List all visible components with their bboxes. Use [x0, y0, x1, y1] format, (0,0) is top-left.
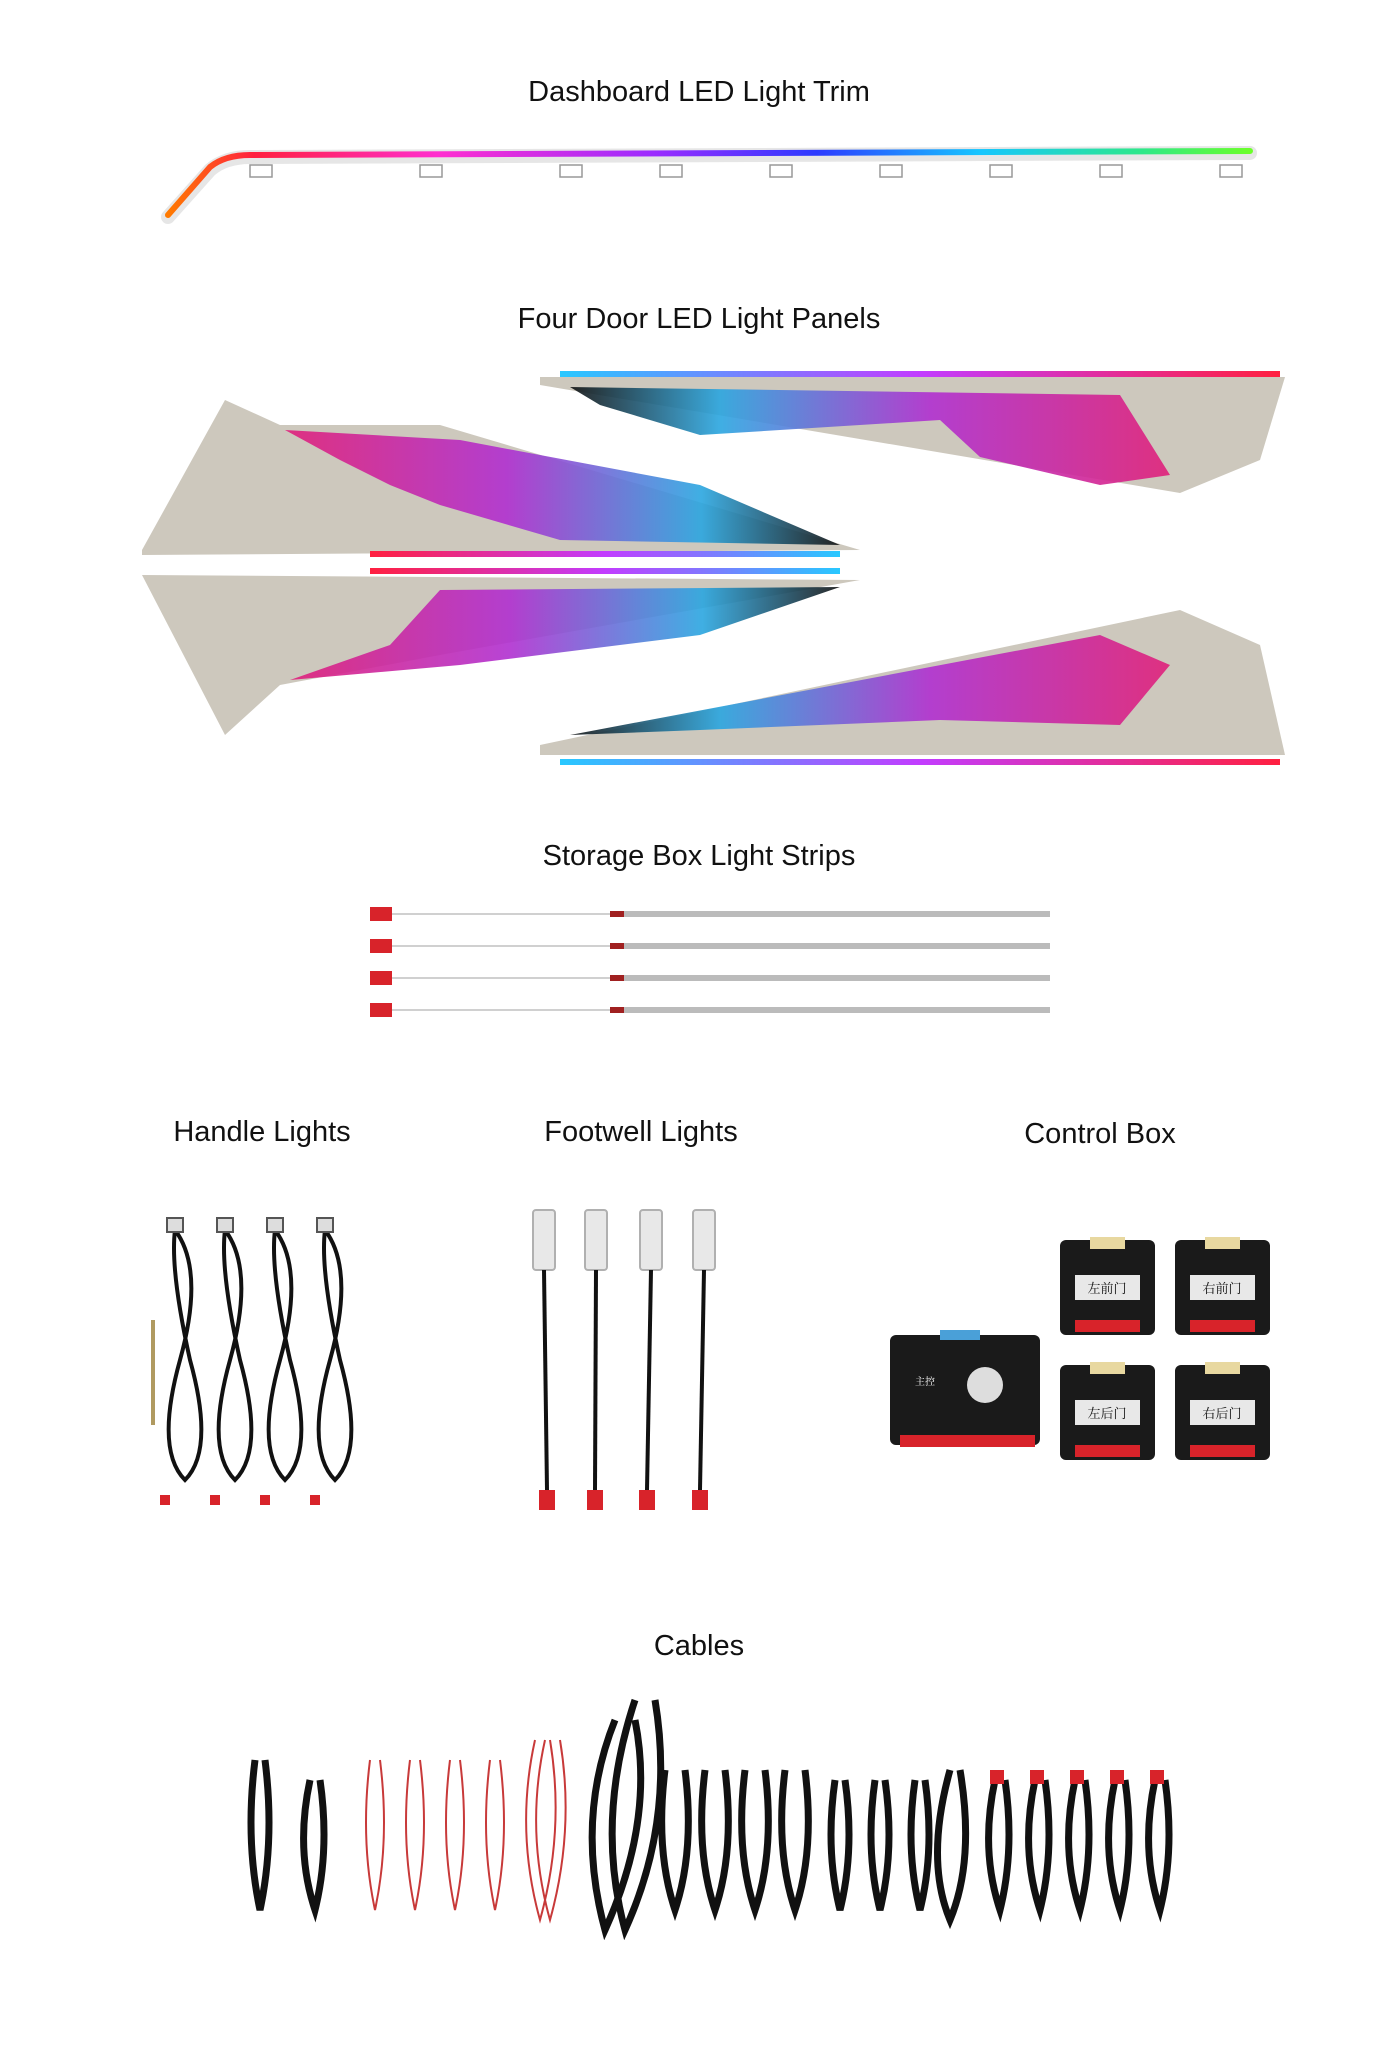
cables-image: [235, 1660, 1195, 1940]
module-label-front-right: 右前门: [1202, 1282, 1242, 1297]
storage-strips-image: [370, 905, 1060, 1035]
cables-title: Cables: [653, 1630, 745, 1662]
storage-strips-title: Storage Box Light Strips: [542, 840, 856, 872]
handle-lights-title: Handle Lights: [173, 1116, 351, 1148]
door-panels-title: Four Door LED Light Panels: [517, 303, 881, 335]
module-label-front-left: 左前门: [1087, 1282, 1127, 1297]
dashboard-trim-image: [150, 135, 1270, 230]
main-unit-label: 主控: [915, 1377, 935, 1388]
footwell-lights-image: [525, 1205, 725, 1515]
footwell-lights-title: Footwell Lights: [544, 1116, 738, 1148]
dashboard-trim-title: Dashboard LED Light Trim: [528, 76, 870, 108]
module-label-rear-left: 左后门: [1087, 1407, 1127, 1422]
door-panels-image: [140, 365, 1290, 765]
module-label-rear-right: 右后门: [1202, 1407, 1242, 1422]
handle-lights-image: [145, 1210, 375, 1510]
control-box-image: [885, 1235, 1275, 1475]
control-box-title: Control Box: [1024, 1118, 1176, 1150]
